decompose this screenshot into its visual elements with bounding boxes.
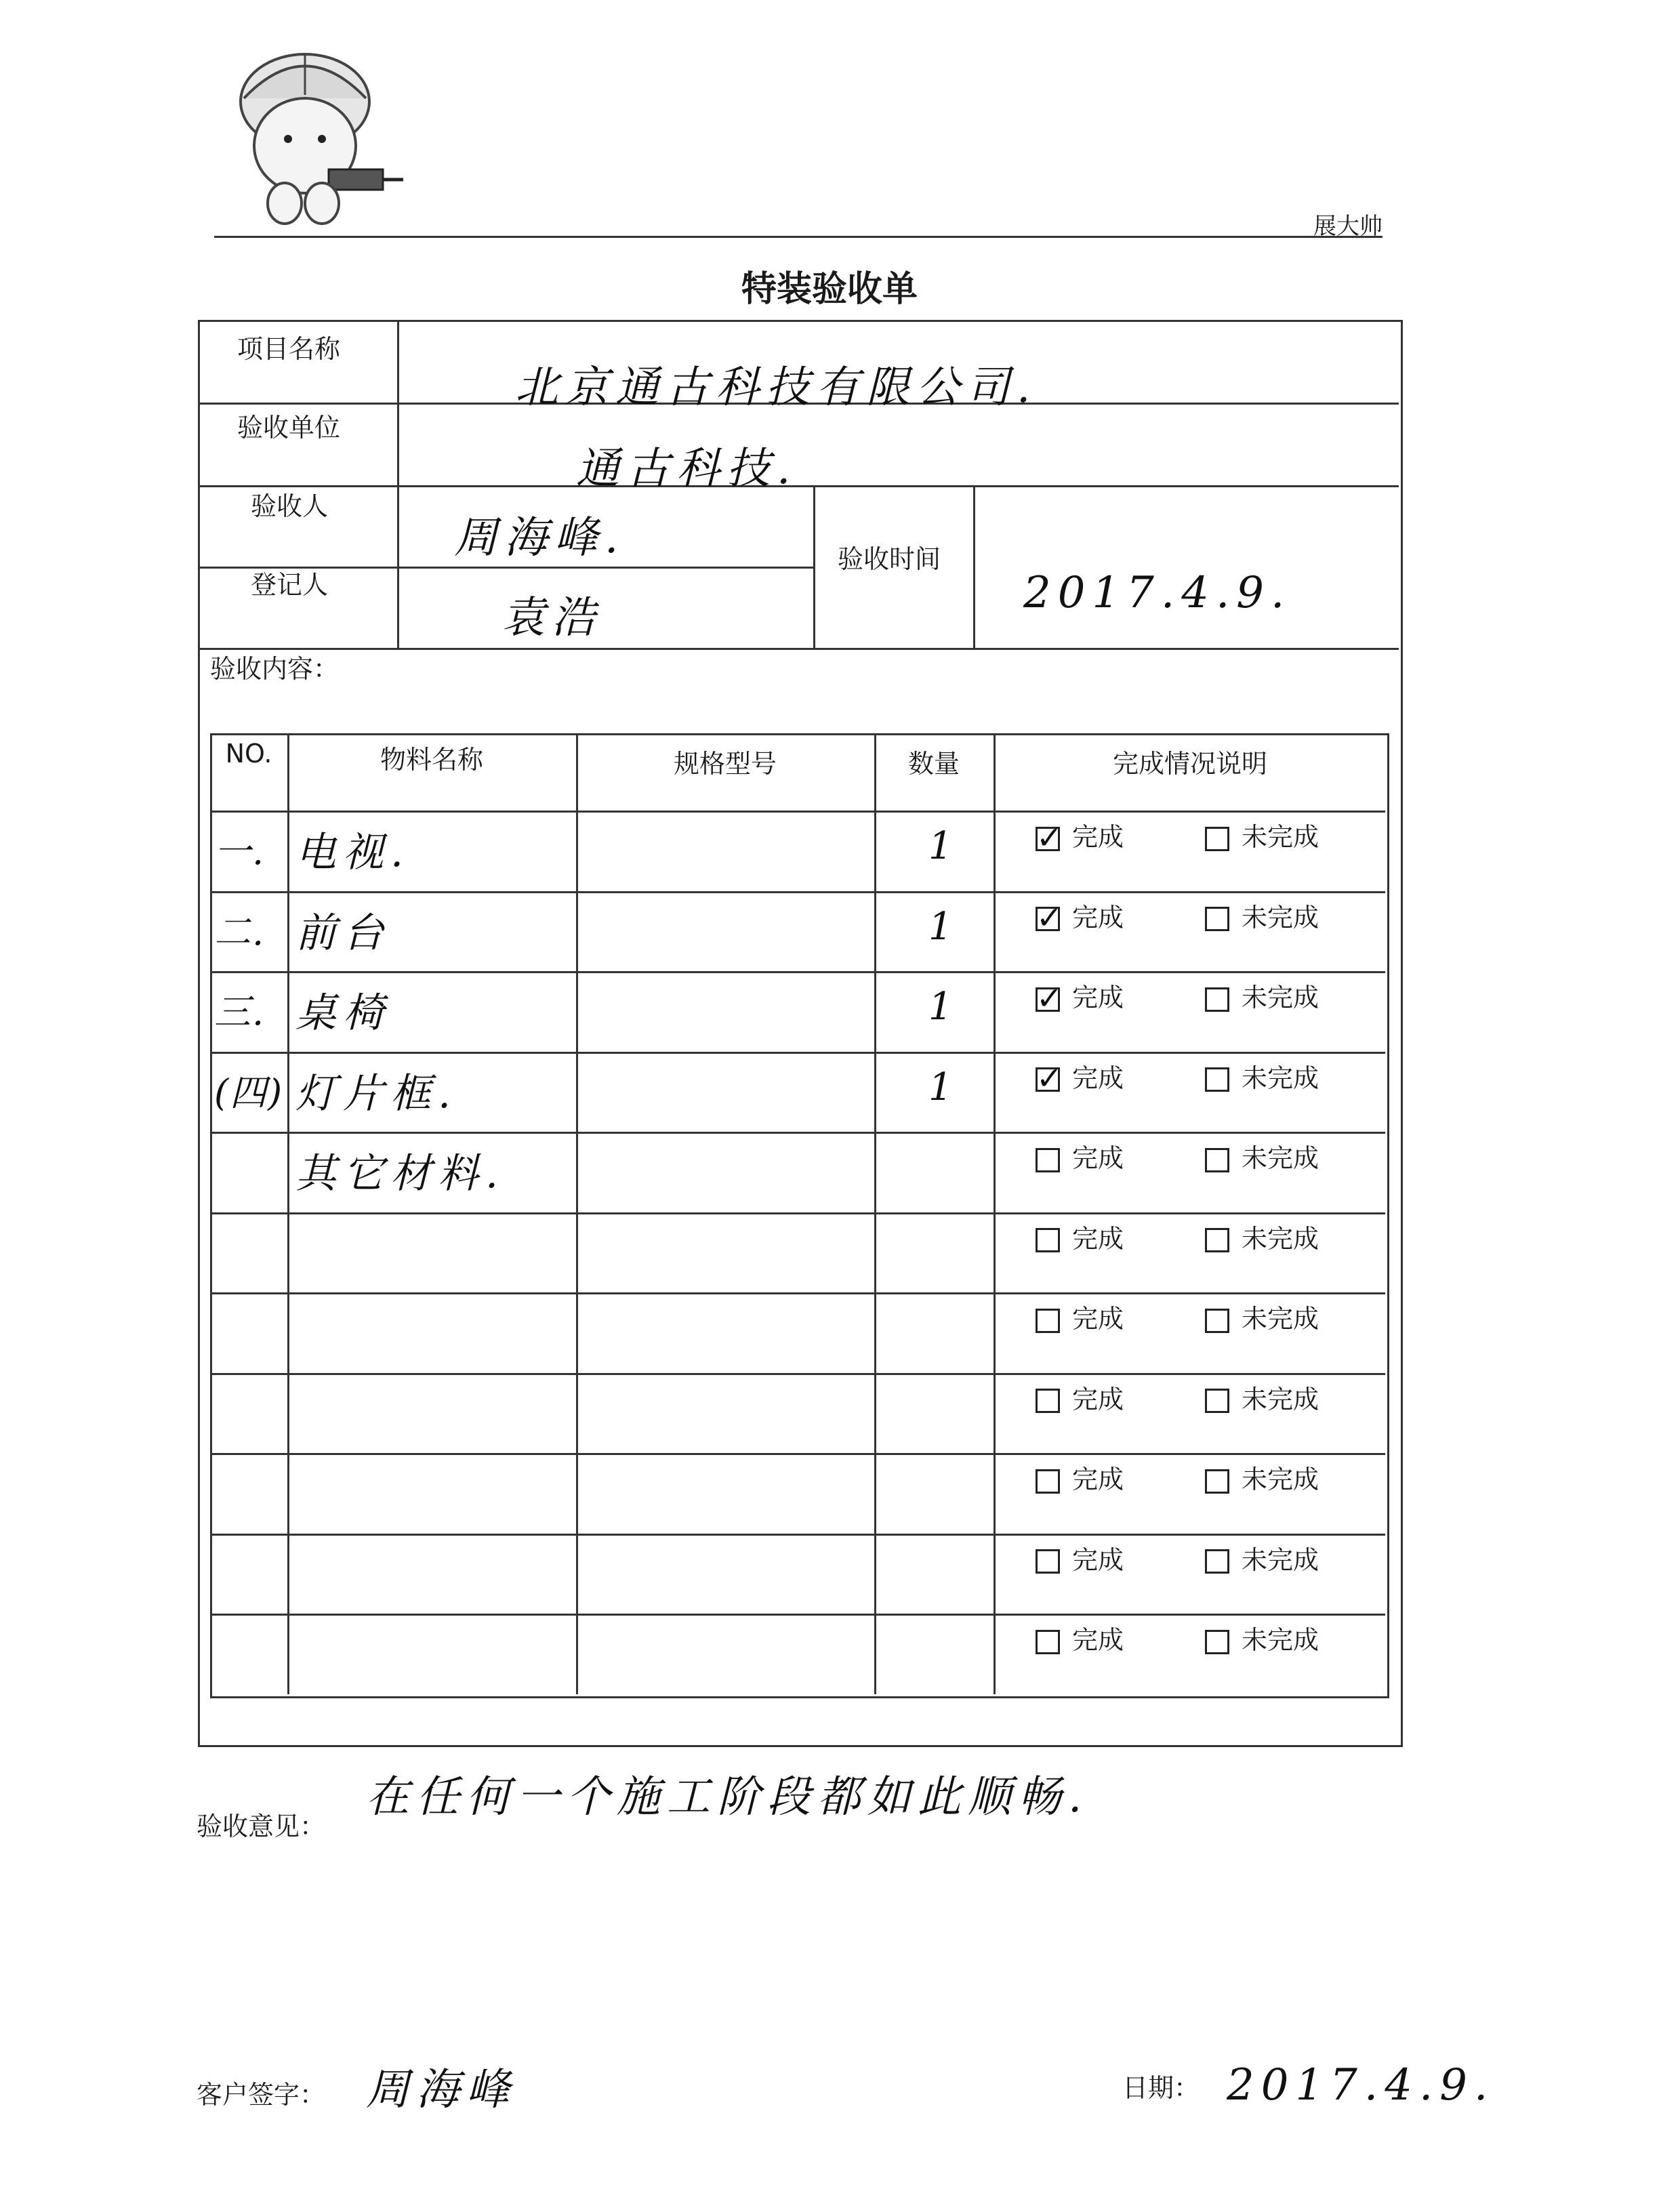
- opinion-value: 在任何一个施工阶段都如此顺畅.: [366, 1772, 1089, 1822]
- grid-line: [973, 485, 975, 648]
- grid-line: [210, 1373, 1385, 1375]
- undone-checkbox[interactable]: [1205, 1469, 1229, 1494]
- grid-line: [210, 971, 1385, 973]
- option-done[interactable]: [1036, 1539, 1124, 1576]
- grid-line: [210, 1534, 1385, 1536]
- row-number: 三.: [214, 991, 266, 1033]
- col-header-no: NO.: [225, 739, 272, 769]
- option-done[interactable]: [1036, 1137, 1124, 1174]
- undone-label: 未完成: [1242, 1143, 1319, 1173]
- undone-label: 未完成: [1242, 902, 1319, 933]
- undone-checkbox[interactable]: [1205, 1389, 1229, 1413]
- material-name: 桌椅: [295, 989, 390, 1037]
- option-undone[interactable]: [1205, 1298, 1319, 1335]
- accepting-unit-label: 验收单位: [237, 413, 341, 443]
- option-undone[interactable]: [1205, 1539, 1319, 1576]
- grid-line: [210, 1212, 1385, 1214]
- done-label: 完成: [1072, 1304, 1124, 1334]
- done-checkbox[interactable]: [1036, 1549, 1060, 1574]
- option-undone[interactable]: [1205, 1458, 1319, 1496]
- done-checkbox[interactable]: [1036, 1469, 1060, 1494]
- done-checkbox[interactable]: [1036, 979, 1063, 1017]
- option-done[interactable]: [1036, 977, 1124, 1017]
- undone-label: 未完成: [1242, 1625, 1319, 1655]
- undone-checkbox[interactable]: [1205, 1228, 1229, 1252]
- option-done[interactable]: [1036, 1378, 1124, 1416]
- option-done[interactable]: [1036, 1458, 1124, 1496]
- grid-line: [210, 1453, 1385, 1455]
- accepting-unit-value: 通古科技.: [576, 444, 798, 494]
- registrar-value: 袁浩: [501, 593, 602, 643]
- col-header-qty: 数量: [907, 749, 960, 779]
- undone-label: 未完成: [1242, 1304, 1319, 1334]
- registrar-label: 登记人: [251, 570, 329, 600]
- signature-label: 客户签字：: [197, 2080, 326, 2110]
- project-name-label: 项目名称: [237, 334, 341, 364]
- signature-value: 周海峰: [366, 2065, 516, 2115]
- grid-line: [210, 1132, 1385, 1134]
- undone-checkbox[interactable]: [1205, 1067, 1229, 1092]
- done-label: 完成: [1072, 902, 1124, 933]
- form-title: 特装验收单: [741, 269, 918, 310]
- undone-checkbox[interactable]: [1205, 827, 1229, 851]
- option-undone[interactable]: [1205, 977, 1319, 1014]
- project-name-value: 北京通古科技有限公司.: [515, 363, 1038, 413]
- done-label: 完成: [1072, 1625, 1124, 1655]
- done-label: 完成: [1072, 1143, 1124, 1173]
- done-label: 完成: [1072, 1223, 1124, 1254]
- undone-label: 未完成: [1242, 822, 1319, 852]
- content-label: 验收内容：: [210, 654, 340, 684]
- undone-label: 未完成: [1242, 1465, 1319, 1494]
- option-undone[interactable]: [1205, 1619, 1319, 1656]
- check-mark-icon: ✓: [1036, 979, 1063, 1017]
- undone-checkbox[interactable]: [1205, 1630, 1229, 1654]
- material-name: 电视.: [295, 829, 411, 876]
- mascot-logo: [203, 27, 407, 230]
- done-checkbox[interactable]: [1036, 1228, 1060, 1252]
- quantity: 1: [928, 985, 960, 1029]
- grid-line: [198, 648, 1399, 650]
- grid-line: [198, 485, 1399, 487]
- col-header-spec: 规格型号: [673, 749, 777, 779]
- grid-line: [210, 1292, 1385, 1294]
- option-undone[interactable]: [1205, 1378, 1319, 1416]
- option-undone[interactable]: [1205, 1057, 1319, 1094]
- option-done[interactable]: [1036, 1057, 1124, 1097]
- done-checkbox[interactable]: [1036, 1389, 1060, 1413]
- undone-checkbox[interactable]: [1205, 1148, 1229, 1172]
- grid-line: [210, 1052, 1385, 1054]
- done-label: 完成: [1072, 1465, 1124, 1494]
- done-label: 完成: [1072, 983, 1124, 1012]
- check-mark-icon: ✓: [1036, 899, 1063, 936]
- option-undone[interactable]: [1205, 1218, 1319, 1255]
- undone-checkbox[interactable]: [1205, 987, 1229, 1012]
- done-checkbox[interactable]: [1036, 1148, 1060, 1172]
- row-number: (四): [214, 1071, 284, 1114]
- undone-label: 未完成: [1242, 983, 1319, 1012]
- grid-line: [397, 320, 399, 648]
- done-label: 完成: [1072, 1384, 1124, 1414]
- acceptor-label: 验收人: [251, 491, 329, 521]
- material-name: 灯片框.: [295, 1069, 458, 1118]
- grid-line: [210, 1614, 1385, 1616]
- acceptance-time-label: 验收时间: [838, 544, 941, 574]
- option-done[interactable]: [1036, 1619, 1124, 1656]
- done-checkbox[interactable]: [1036, 1630, 1060, 1654]
- date-value: 2017.4.9.: [1227, 2060, 1495, 2110]
- row-number: 二.: [214, 910, 266, 954]
- grid-line: [813, 485, 815, 648]
- done-checkbox[interactable]: [1036, 1060, 1063, 1097]
- undone-checkbox[interactable]: [1205, 907, 1229, 931]
- quantity: 1: [928, 1065, 960, 1109]
- option-done[interactable]: [1036, 897, 1124, 934]
- option-undone[interactable]: [1205, 897, 1319, 934]
- check-mark-icon: ✓: [1036, 819, 1063, 856]
- done-label: 完成: [1072, 822, 1124, 852]
- done-checkbox[interactable]: [1036, 1309, 1060, 1333]
- acceptor-value: 周海峰.: [454, 513, 626, 563]
- option-done[interactable]: [1036, 816, 1124, 856]
- material-name: 其它材料.: [295, 1150, 506, 1197]
- brand-name: 展大帅: [1313, 213, 1382, 240]
- quantity: 1: [928, 824, 960, 868]
- col-header-name: 物料名称: [380, 745, 483, 775]
- undone-checkbox[interactable]: [1205, 1309, 1229, 1333]
- col-header-status: 完成情况说明: [1112, 749, 1267, 779]
- acceptance-time-value: 2017.4.9.: [1023, 568, 1292, 618]
- option-done[interactable]: [1036, 1298, 1124, 1335]
- quantity: 1: [928, 904, 960, 949]
- undone-label: 未完成: [1242, 1544, 1319, 1575]
- done-label: 完成: [1072, 1063, 1124, 1093]
- option-done[interactable]: [1036, 1218, 1124, 1255]
- done-label: 完成: [1072, 1544, 1124, 1575]
- done-checkbox[interactable]: [1036, 899, 1063, 936]
- undone-checkbox[interactable]: [1205, 1549, 1229, 1574]
- check-mark-icon: ✓: [1036, 1060, 1063, 1097]
- header-divider: [214, 236, 1382, 238]
- grid-line: [210, 811, 1385, 813]
- material-name: 前台: [295, 909, 390, 957]
- done-checkbox[interactable]: [1036, 819, 1063, 856]
- undone-label: 未完成: [1242, 1384, 1319, 1414]
- grid-line: [210, 891, 1385, 893]
- date-label: 日期：: [1122, 2073, 1200, 2103]
- undone-label: 未完成: [1242, 1063, 1319, 1093]
- undone-label: 未完成: [1242, 1223, 1319, 1254]
- option-undone[interactable]: [1205, 1137, 1319, 1174]
- row-number: 一.: [214, 830, 266, 873]
- option-undone[interactable]: [1205, 816, 1319, 853]
- opinion-label: 验收意见：: [197, 1811, 326, 1841]
